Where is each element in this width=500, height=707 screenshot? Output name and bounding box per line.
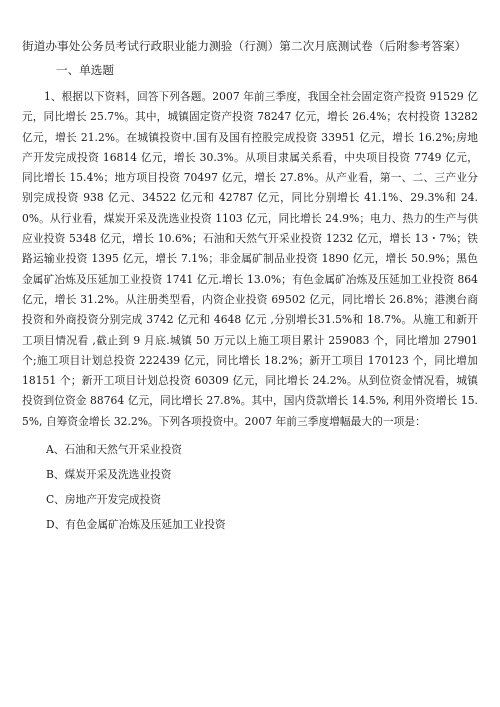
section-heading: 一、单选题	[56, 63, 114, 77]
question-stem: 1、根据以下资料，回答下列各题。2007 年前三季度，我国全社会固定资产投资 91529 亿元，同比增长 25.7%。其中，城镇固定资产投资 78247 亿元，增长 26.4%；农村投资 13282 亿元，增长 21.2%。在城镇投资中.国有及国有控股完成投资 33951 亿元，增长 16.2%;房地产开发完成投资 16814 亿元，增长 30.3%。从项目隶属关系看，中央项目投资 7749 亿元，同比增长 15.4%；地方项目投资 70497 亿元，增长 27.8%。从产业看，第一、二、三产业分别完成投资 938 亿元、34522 亿元和 42787 亿元，同比分别增长 41.1%、29.3%和 24.0%。从行业看，煤炭开采及洗选业投资 1103 亿元，同比增长 24.9%；电力、热力的生产与供应业投资 5348 亿元，增长 10.6%；石油和天然气开采业投资 1232 亿元，增长 13・7%；铁路运输业投资 1395 亿元，增长 7.1%；非金属矿制品业投资 1890 亿元，增长 50.9%；黑色金属矿冶炼及压延加工业投资 1741 亿元.增长 13.0%；有色金属矿冶炼及压延加工业投资 864 亿元，增长 31.2%。从注册类型看，内资企业投资 69502 亿元，同比增长 26.8%；港澳台商投资和外商投资分别完成 3742 亿元和 4648 亿元 ,分别增长31.5%和 18.7%。从施工和新开工项目情况看 ,截止到 9 月底.城镇 50 万元以上施工项目累计 259083 个，同比增加 27901 个;施工项目计划总投资 222439 亿元，同比增长 18.2%；新开工项目 170123 个，同比增加 18151 个；新开工项目计划总投资 60309 亿元，同比增长 24.2%。从到位资金情况看，城镇投资到位资金 88764 亿元，同比增长 27.8%。其中，国内贷款增长 14.5%, 利用外资增长 15.5%, 自筹资金增长 32.2%。下列各项投资中。2007 年前三季度增幅最大的一项是：	[22, 90, 478, 428]
option-b: B、煤炭开采及洗选业投资	[46, 468, 172, 482]
answer-options	[22, 437, 478, 537]
option-d: D、有色金属矿冶炼及压延加工业投资	[46, 518, 226, 532]
option-a: A、石油和天然气开采业投资	[46, 443, 182, 457]
option-c: C、房地产开发完成投资	[46, 493, 162, 507]
document-title: 街道办事处公务员考试行政职业能力测验（行测）第二次月底测试卷（后附参考答案）	[22, 39, 467, 53]
